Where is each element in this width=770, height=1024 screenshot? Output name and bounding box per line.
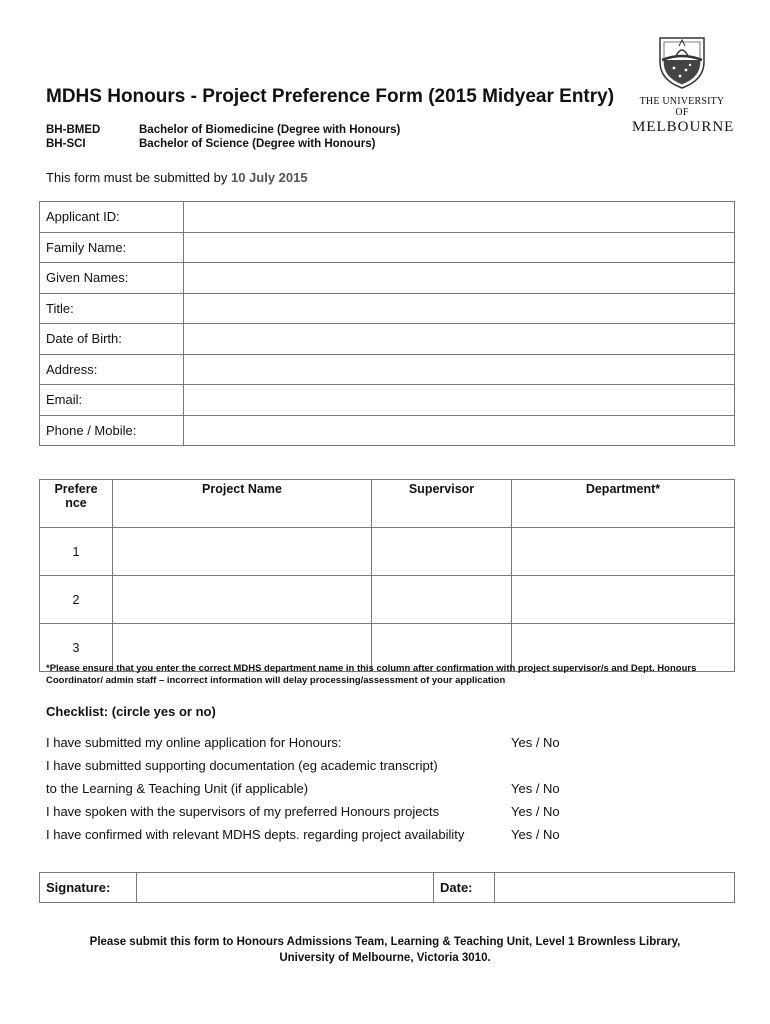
checklist-item: I have submitted my online application for Honours: <box>46 735 342 750</box>
page-title: MDHS Honours - Project Preference Form (2015 Midyear Entry) <box>46 86 615 107</box>
project-name-input[interactable] <box>113 576 372 624</box>
table-row <box>40 415 735 446</box>
degree-name-1: Bachelor of Biomedicine (Degree with Honours) <box>139 124 401 136</box>
crest-icon <box>656 34 708 90</box>
preference-number: 1 <box>40 528 113 576</box>
field-label-address: Address: <box>40 354 184 385</box>
applicant-details-table <box>39 201 735 446</box>
table-row <box>40 528 735 576</box>
university-logo <box>632 34 735 136</box>
degree-name-2: Bachelor of Science (Degree with Honours) <box>139 138 376 150</box>
table-row <box>40 354 735 385</box>
deadline-date: 10 July 2015 <box>230 170 308 185</box>
footer-line-1: Please submit this form to Honours Admissions Team, Learning & Teaching Unit, Level 1 Brownless Library, <box>89 936 681 948</box>
submission-instructions <box>40 934 730 966</box>
checklist-item: I have confirmed with relevant MDHS depts. regarding project availability <box>46 827 465 842</box>
preference-number: 3 <box>40 624 113 672</box>
degree-code-1: BH-BMED <box>46 124 101 136</box>
signature-input[interactable] <box>137 873 434 903</box>
signature-table <box>39 872 735 903</box>
address-input[interactable] <box>184 354 735 385</box>
column-header-project-name: Project Name <box>113 480 372 528</box>
field-label-title: Title: <box>40 293 184 324</box>
field-label-phone: Phone / Mobile: <box>40 415 184 446</box>
checklist-item: I have spoken with the supervisors of my preferred Honours projects <box>46 804 440 819</box>
checklist-item: to the Learning & Teaching Unit (if applicable) <box>46 781 309 796</box>
department-input[interactable] <box>512 528 735 576</box>
column-header-preference: Prefere nce <box>40 480 113 528</box>
field-label-email: Email: <box>40 385 184 416</box>
email-input[interactable] <box>184 385 735 416</box>
logo-line-2: MELBOURNE <box>632 119 735 135</box>
date-label: Date: <box>434 873 495 903</box>
date-of-birth-input[interactable] <box>184 324 735 355</box>
deadline-line <box>46 170 308 185</box>
checklist-item: I have submitted supporting documentation (eg academic transcript) <box>46 758 438 773</box>
family-name-input[interactable] <box>184 232 735 263</box>
table-row <box>40 385 735 416</box>
degree-code-2: BH-SCI <box>46 138 86 150</box>
column-header-supervisor: Supervisor <box>372 480 512 528</box>
table-header-row <box>40 480 735 528</box>
date-input[interactable] <box>495 873 735 903</box>
field-label-applicant-id: Applicant ID: <box>40 202 184 233</box>
footer-line-2: University of Melbourne, Victoria 3010. <box>279 952 491 964</box>
department-input[interactable] <box>512 576 735 624</box>
field-label-given-names: Given Names: <box>40 263 184 294</box>
yes-no-option[interactable]: Yes / No <box>511 804 560 819</box>
project-name-input[interactable] <box>113 528 372 576</box>
signature-label: Signature: <box>40 873 137 903</box>
table-row <box>40 324 735 355</box>
checklist-heading: Checklist: (circle yes or no) <box>46 704 216 719</box>
title-input[interactable] <box>184 293 735 324</box>
table-row <box>40 202 735 233</box>
project-preference-table <box>39 479 735 672</box>
deadline-text: This form must be submitted by <box>46 170 228 185</box>
table-row <box>40 873 735 903</box>
department-note: *Please ensure that you enter the correct MDHS department name in this column after confirmation with project supervisor/s and Dept. Honours Coordinator/ admin staff – incorrect information will delay processing/assessment of your application <box>46 663 697 686</box>
table-row <box>40 232 735 263</box>
table-row <box>40 576 735 624</box>
applicant-id-input[interactable] <box>184 202 735 233</box>
yes-no-option[interactable]: Yes / No <box>511 735 560 750</box>
supervisor-input[interactable] <box>372 528 512 576</box>
given-names-input[interactable] <box>184 263 735 294</box>
table-row <box>40 263 735 294</box>
field-label-family-name: Family Name: <box>40 232 184 263</box>
yes-no-option[interactable]: Yes / No <box>511 827 560 842</box>
field-label-date-of-birth: Date of Birth: <box>40 324 184 355</box>
table-row <box>40 293 735 324</box>
yes-no-option[interactable]: Yes / No <box>511 781 560 796</box>
preference-number: 2 <box>40 576 113 624</box>
supervisor-input[interactable] <box>372 576 512 624</box>
column-header-department: Department* <box>512 480 735 528</box>
logo-line-1: THE UNIVERSITY OF <box>639 96 725 118</box>
phone-input[interactable] <box>184 415 735 446</box>
